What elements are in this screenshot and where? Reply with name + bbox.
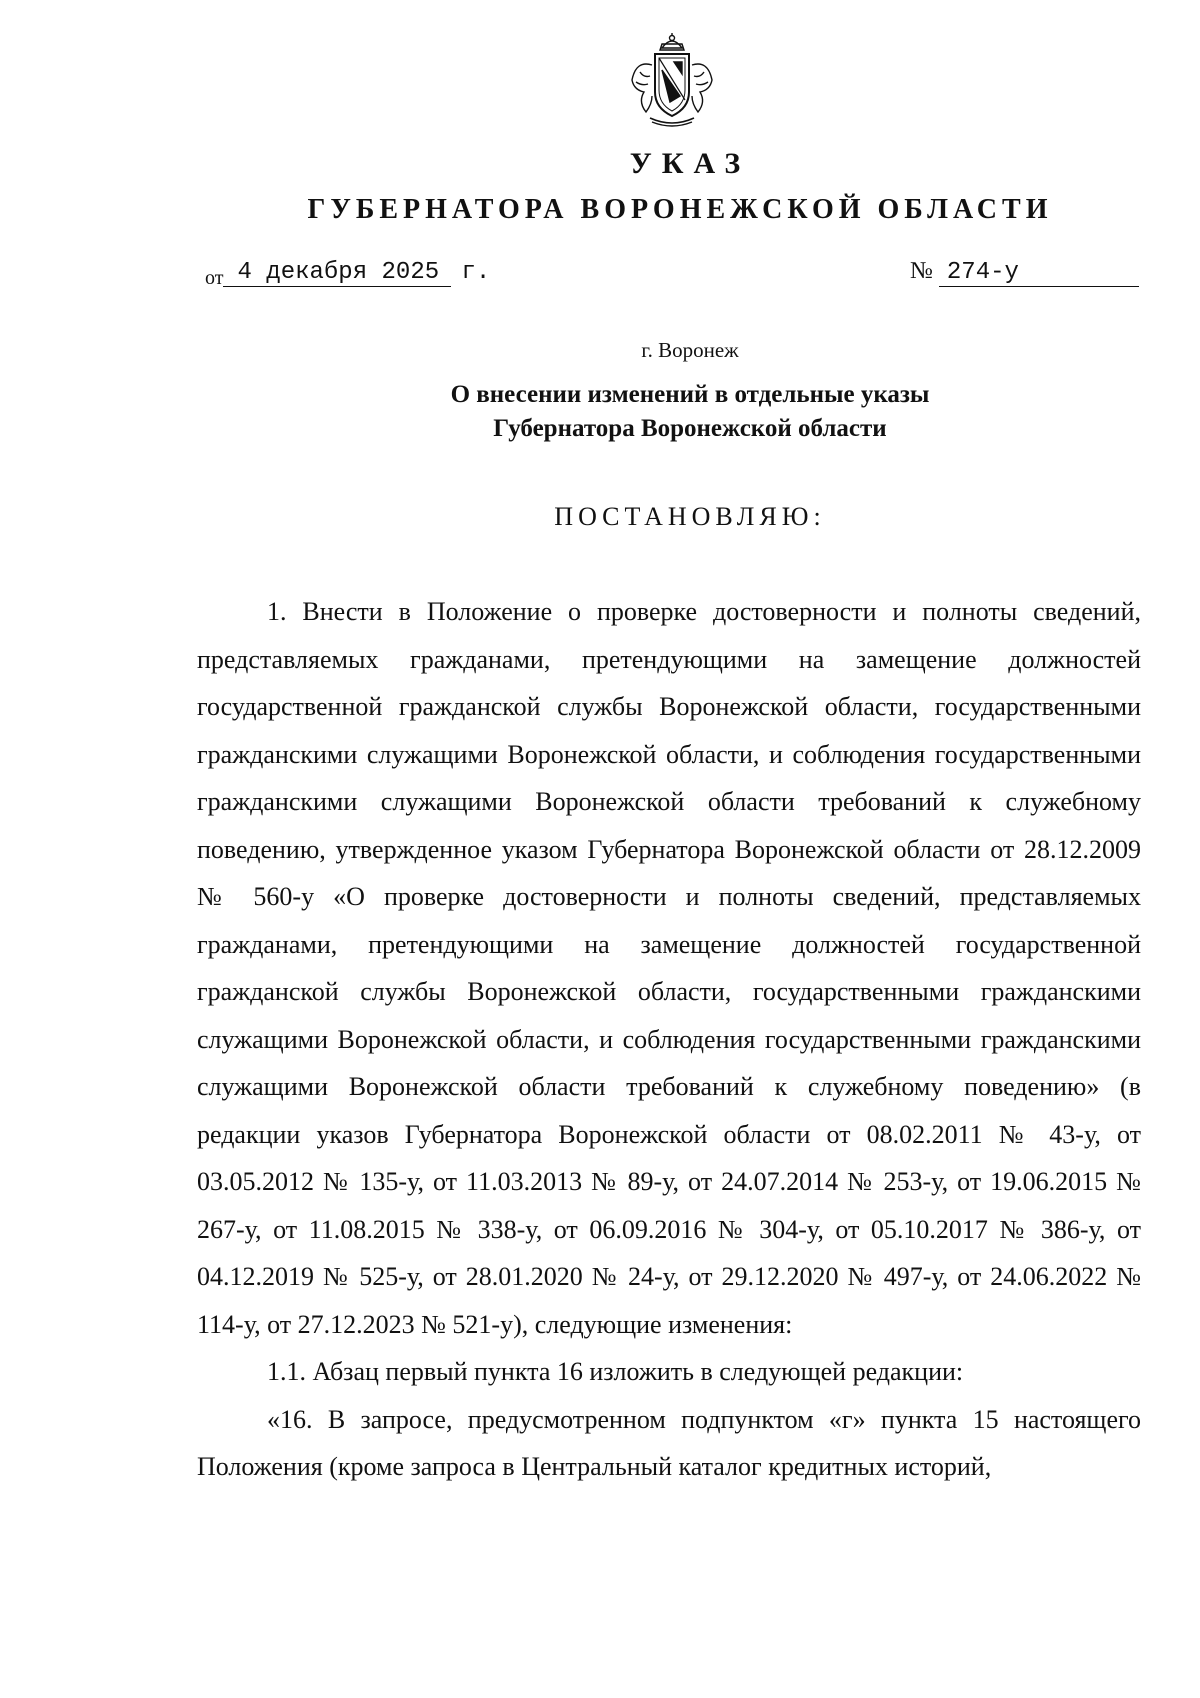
decree-title: УКАЗ [629,147,751,180]
paragraph-1-1: 1.1. Абзац первый пункта 16 изложить в следующей редакции: [267,1357,964,1386]
date-prefix: от [205,267,224,289]
paragraph-1: 1. Внести в Положение о проверке достоверности и полноты сведений, представляемых гражданами, претендующими на замещение должностей государственной гражданской службы Воронежской области, государственными гражданскими служащими Воронежской области, и соблюдения государственными гражданскими служащими Воронежской области требований к служебному поведению, утвержденное указом Губернатора Воронежской области от 28.12.2009 № 560-у «О проверке достоверности и полноты сведений, представляемых гражданами, претендующими на замещение должностей государственной гражданской службы Воронежской области, государственными гражданскими служащими Воронежской области, и соблюдения государственными гражданскими служащими Воронежской области требований к служебному поведению» (в редакции указов Губернатора Воронежской области от 08.02.2011 № 43-у, от 03.05.2012 № 135-у, от 11.03.2013 № 89-у, от 24.07.2014 № 253-у, от 19.06.2015 № 267-у, от 11.08.2015 № 338-у, от 06.09.2016 № 304-у, от 05.10.2017 № 386-у, от 04.12.2019 № 525-у, от 28.01.2020 № 24-у, от 29.12.2020 № 497-у, от 24.06.2022 № 114-у, от 27.12.2023 № 521-у), следующие изменения: [197,597,1141,1339]
date-suffix: г. [461,259,491,286]
decree-number [910,258,1139,287]
issuer-title: ГУБЕРНАТОРА ВОРОНЕЖСКОЙ ОБЛАСТИ [307,194,1053,225]
number-value: 274-у [939,259,1139,287]
date-value: 4 декабря 2025 [223,259,451,287]
decree-body [197,588,1141,1491]
heading-line-2: Губернатора Воронежской области [493,415,887,442]
resolve-word: ПОСТАНОВЛЯЮ: [554,502,826,531]
city-label: г. Воронеж [641,338,739,362]
heading-line-1: О внесении изменений в отдельные указы [450,381,930,408]
decree-date [205,258,490,290]
coat-of-arms-emblem [622,30,722,130]
decree-heading [0,378,1200,446]
number-prefix: № [910,258,933,284]
paragraph-16: «16. В запросе, предусмотренном подпунктом «г» пункта 15 настоящего Положения (кроме запроса в Центральный каталог кредитных историй, [197,1404,1141,1481]
